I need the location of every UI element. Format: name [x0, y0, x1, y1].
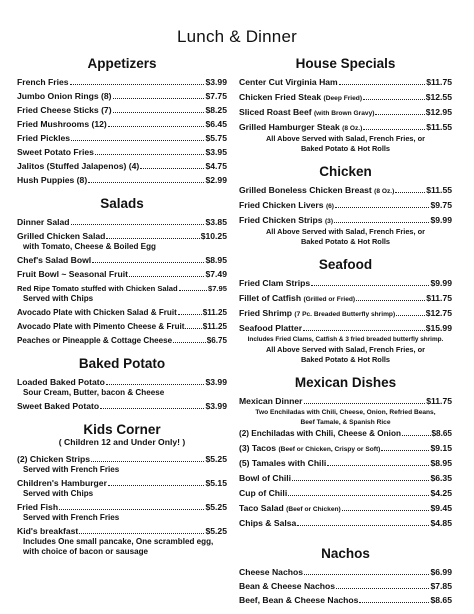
- menu-item: Mexican Dinner $11.75: [239, 396, 452, 406]
- menu-item: Fried Mushrooms (12) $6.45: [17, 119, 227, 129]
- menu-item: Kid's breakfast $5.25: [17, 526, 227, 536]
- menu-item: Chicken Fried Steak (Deep Fried) $12.55: [239, 92, 452, 102]
- menu-item: Fruit Bowl ~ Seasonal Fruit $7.49: [17, 269, 227, 279]
- section-heading-kids-corner: Kids Corner: [83, 422, 161, 437]
- menu-item: Grilled Boneless Chicken Breast (8 Oz.) $11.55: [239, 185, 452, 195]
- menu-item: Grilled Chicken Salad $10.25: [17, 231, 227, 241]
- menu-item: Dinner Salad $3.85: [17, 217, 227, 227]
- page-title: Lunch & Dinner: [177, 27, 297, 46]
- section-heading-nachos: Nachos: [321, 546, 370, 561]
- menu-item: Jumbo Onion Rings (8) $7.75: [17, 91, 227, 101]
- menu-item: Beef, Bean & Cheese Nachos $8.65: [239, 595, 452, 605]
- menu-item: (2) Enchiladas with Chili, Cheese & Onion $8.65: [239, 429, 452, 438]
- menu-item: (5) Tamales with Chili $8.95: [239, 458, 452, 468]
- item-description: Served with French Fries: [23, 465, 120, 474]
- menu-item: Children's Hamburger $5.15: [17, 478, 227, 488]
- section-heading-house-specials: House Specials: [295, 56, 396, 71]
- menu-item: Fried Cheese Sticks (7) $8.25: [17, 105, 227, 115]
- section-heading-seafood: Seafood: [318, 257, 373, 272]
- menu-item: Cheese Nachos $6.99: [239, 567, 452, 577]
- item-description: Served with Chips: [23, 294, 94, 303]
- menu-item: Fried Chicken Strips (3) $9.99: [239, 215, 452, 225]
- menu-item: Taco Salad (Beef or Chicken) $9.45: [239, 503, 452, 513]
- section-heading-mexican-dishes: Mexican Dishes: [294, 375, 397, 390]
- menu-item: Peaches or Pineapple & Cottage Cheese $6.75: [17, 336, 227, 345]
- menu-item: Red Ripe Tomato stuffed with Chicken Salad $7.95: [17, 284, 227, 293]
- menu-item: Cup of Chili $4.25: [239, 488, 452, 498]
- served-with-note: All Above Served with Salad, French Fries, or: [265, 134, 426, 143]
- served-with-note: Baked Potato & Hot Rolls: [300, 355, 391, 364]
- menu-item: Fried Clam Strips $9.99: [239, 278, 452, 288]
- right-column: [239, 56, 452, 606]
- menu-item: Center Cut Virginia Ham $11.75: [239, 77, 452, 87]
- menu-item: Fried Chicken Livers (6) $9.75: [239, 200, 452, 210]
- menu-item: (2) Chicken Strips $5.25: [17, 454, 227, 464]
- left-column: [17, 56, 227, 557]
- section-subheading: ( Children 12 and Under Only! ): [58, 437, 186, 447]
- platter-note: Includes Fried Clams, Catfish & 3 fried breaded butterfly shrimp.: [247, 336, 444, 343]
- item-description: Served with Chips: [23, 489, 94, 498]
- menu-item: Avocado Plate with Chicken Salad & Fruit $11.25: [17, 308, 227, 317]
- menu-item: Hush Puppies (8) $2.99: [17, 175, 227, 185]
- served-with-note: All Above Served with Salad, French Fries, or: [265, 227, 426, 236]
- menu-item: French Fries $3.99: [17, 77, 227, 87]
- served-with-note: Baked Potato & Hot Rolls: [300, 237, 391, 246]
- section-heading-appetizers: Appetizers: [87, 56, 157, 71]
- item-description: Sour Cream, Butter, bacon & Cheese: [23, 388, 165, 397]
- menu-item: Fillet of Catfish (Grilled or Fried) $11.75: [239, 293, 452, 303]
- menu-item: Sliced Roast Beef (with Brown Gravy) $12.95: [239, 107, 452, 117]
- menu-item: Grilled Hamburger Steak (8 Oz.) $11.55: [239, 122, 452, 132]
- menu-item: Sweet Baked Potato $3.99: [17, 401, 227, 411]
- item-description: Served with French Fries: [23, 513, 120, 522]
- menu-item: Loaded Baked Potato $3.99: [17, 377, 227, 387]
- menu-item: Bowl of Chili $6.35: [239, 473, 452, 483]
- menu-item: Chef's Salad Bowl $8.95: [17, 255, 227, 265]
- menu-item: Bean & Cheese Nachos $7.85: [239, 581, 452, 591]
- item-description: with choice of bacon or sausage: [23, 547, 149, 556]
- served-with-note: All Above Served with Salad, French Fries, or: [265, 345, 426, 354]
- section-heading-salads: Salads: [100, 196, 144, 211]
- item-description: with Tomato, Cheese & Boiled Egg: [23, 242, 156, 251]
- menu-item: (3) Tacos (Beef or Chicken, Crispy or Soft) $9.15: [239, 443, 452, 453]
- section-heading-baked-potato: Baked Potato: [78, 356, 166, 371]
- menu-item: Fried Pickles $5.75: [17, 133, 227, 143]
- served-with-note: Baked Potato & Hot Rolls: [300, 144, 391, 153]
- section-heading-chicken: Chicken: [319, 164, 372, 179]
- item-description: Two Enchiladas with Chili, Cheese, Onion, Refried Beans,: [255, 409, 436, 416]
- menu-item: Chips & Salsa $4.85: [239, 518, 452, 528]
- item-description: Includes One small pancake, One scrambled egg,: [23, 537, 214, 546]
- menu-item: Seafood Platter $15.99: [239, 323, 452, 333]
- menu-item: Fried Shrimp (7 Pc. Breaded Butterfly shrimp) $12.75: [239, 308, 452, 318]
- item-description: Beef Tamale, & Spanish Rice: [300, 419, 391, 426]
- menu-item: Sweet Potato Fries $3.95: [17, 147, 227, 157]
- menu-item: Jalitos (Stuffed Jalapenos) (4) $4.75: [17, 161, 227, 171]
- menu-item: Fried Fish $5.25: [17, 502, 227, 512]
- menu-item: Avocado Plate with Pimento Cheese & Fruit $11.25: [17, 322, 227, 331]
